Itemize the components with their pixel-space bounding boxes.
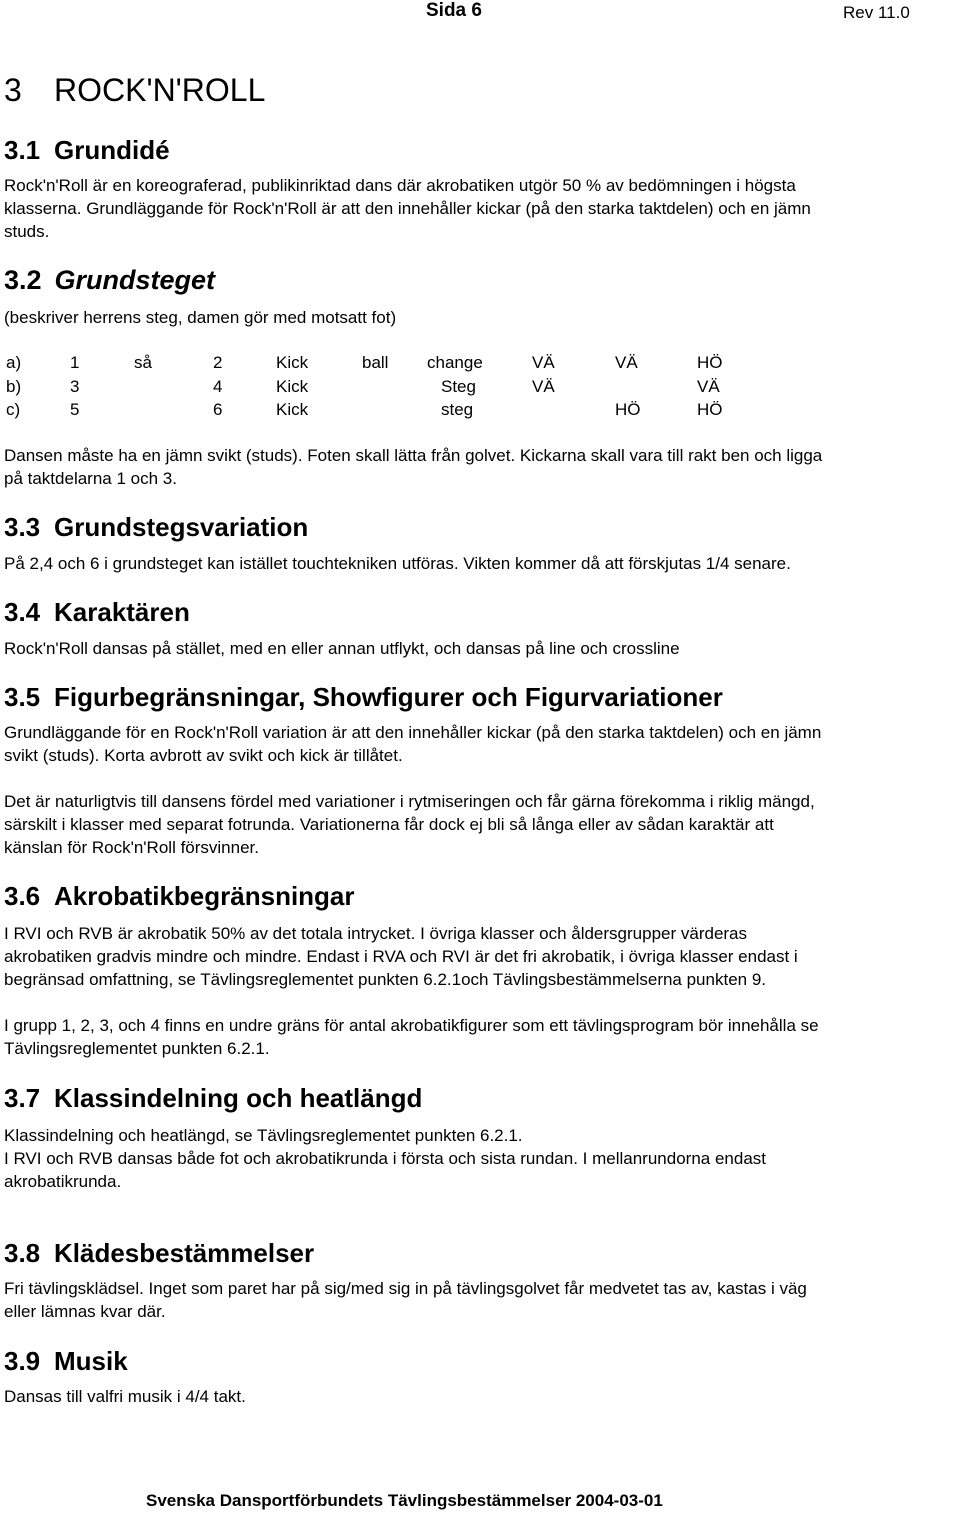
section-title: Figurbegränsningar, Showfigurer och Figurvariationer bbox=[54, 682, 723, 712]
paragraph-line: I grupp 1, 2, 3, och 4 finns en undre gräns för antal akrobatikfigurer som ett tävlingsprogram bör innehålla se bbox=[4, 1016, 819, 1035]
paragraph-line: På 2,4 och 6 i grundsteget kan istället touchtekniken utföras. Vikten kommer då att förskjutas 1/4 senare. bbox=[4, 554, 791, 573]
section-intro: (beskriver herrens steg, damen gör med motsatt fot) bbox=[4, 308, 397, 327]
chapter-title: ROCK'N'ROLL bbox=[54, 72, 266, 108]
page-number: Sida 6 bbox=[426, 0, 482, 21]
paragraph-line: svikt (studs). Korta avbrott av svikt och kick är tillåtet. bbox=[4, 746, 403, 765]
paragraph-line: akrobatikrunda. bbox=[4, 1172, 122, 1191]
paragraph-line: på taktdelarna 1 och 3. bbox=[4, 469, 177, 488]
section-3-1-heading: 3.1 Grundidé bbox=[4, 135, 170, 165]
section-3-7-heading: 3.7 Klassindelning och heatlängd bbox=[4, 1083, 423, 1113]
paragraph-line: Dansen måste ha en jämn svikt (studs). Foten skall lätta från golvet. Kickarna skall vara till rakt ben och ligga bbox=[4, 446, 823, 465]
chapter-number: 3 bbox=[4, 72, 22, 108]
paragraph-line: begränsad omfattning, se Tävlingsreglementet punkten 6.2.1och Tävlingsbestämmelserna punkten 9. bbox=[4, 970, 767, 989]
paragraph-line: I RVI och RVB dansas både fot och akrobatikrunda i första och sista rundan. I mellanrundorna endast bbox=[4, 1149, 766, 1168]
section-title: Klassindelning och heatlängd bbox=[54, 1083, 423, 1113]
paragraph-line: Rock'n'Roll är en koreograferad, publikinriktad dans där akrobatiken utgör 50 % av bedömningen i högsta bbox=[4, 176, 796, 195]
document-page: Sida 6 Rev 11.0 3 ROCK'N'ROLL 3.1 Grundidé Rock'n'Roll är en koreograferad, publikinriktad dans där akrobatiken utgör 50 % av bedömningen i högsta klasserna. Grundläggande för Rock'n'Roll är att den innehåller kickar (på den starka taktdelen) och en jämn studs. 3.2 Grundsteget (beskriver herrens steg, damen gör med motsatt fot) a) 1 så 2 Kick ball change VÄ VÄ HÖ b) 3 4 Kick Steg VÄ VÄ c) 5 6 Kick steg HÖ HÖ Dansen måste ha en jämn svikt (studs). Foten skall lätta från golvet. Kickarna skall vara till rakt ben och ligga på taktdelarna 1 och 3. 3.3 Grundstegsvariation På 2,4 och 6 i grundsteget kan istället touchtekniken utföras. Vikten kommer då att förskjutas 1/4 senare. 3.4 Karaktären Rock'n'Roll dansas på stället, med en eller annan utflykt, och dansas på line och crossline 3.5 Figurbegränsningar, Showfigurer och Figurvariationer Grundläggande för en Rock'n'Roll variation är att den innehåller kickar (på den starka taktdelen) och en jämn svikt (studs). Korta avbrott av svikt och kick är tillåtet. Det är naturligtvis till dansens fördel med variationer i rytmiseringen och får gärna förekomma i riklig mängd, särskilt i klasser med separat fotrunda. Variationerna får dock ej bli så långa eller av sådan karaktär att känslan för Rock'n'Roll försvinner. 3.6 Akrobatikbegränsningar I RVI och RVB är akrobatik 50% av det totala intrycket. I övriga klasser och åldersgrupper värderas akrobatiken gradvis mindre och mindre. Endast i RVA och RVI är det fri akrobatik, i övriga klasser endast i begränsad omfattning, se Tävlingsreglementet punkten 6.2.1och Tävlingsbestämmelserna punkten 9. I grupp 1, 2, 3, och 4 finns en undre gräns för antal akrobatikfigurer som ett tävlingsprogram bör innehålla se Tävlingsreglementet punkten 6.2.1. 3.7 Klassindelning och heatlängd Klassindelning och heatlängd, se Tävlingsreglementet punkten 6.2.1. I RVI och RVB dansas både fot och akrobatikrunda i första och sista rundan. I mellanrundorna endast akrobatikrunda. 3.8 Klädesbestämmelser Fri tävlingsklädsel. Inget som paret har på sig/med sig in på tävlingsgolvet får medvetet tas av, kastas i väg eller lämnas kvar där. 3.9 Musik Dansas till valfri musik i 4/4 takt. Svenska Dansportförbundets Tävlingsbestämmelser 2004-03-01 bbox=[4, 0, 910, 1510]
section-3-8-heading: 3.8 Klädesbestämmelser bbox=[4, 1238, 315, 1268]
section-3-9-heading: 3.9 Musik bbox=[4, 1346, 128, 1376]
paragraph-line: Rock'n'Roll dansas på stället, med en eller annan utflykt, och dansas på line och crossline bbox=[4, 639, 680, 658]
paragraph-line: Dansas till valfri musik i 4/4 takt. bbox=[4, 1387, 246, 1406]
paragraph-line: akrobatiken gradvis mindre och mindre. Endast i RVA och RVI är det fri akrobatik, i övriga klasser endast i bbox=[4, 947, 798, 966]
paragraph-line: klasserna. Grundläggande för Rock'n'Roll är att den innehåller kickar (på den starka taktdelen) och en jämn bbox=[4, 199, 811, 218]
section-title: Akrobatikbegränsningar bbox=[54, 881, 355, 911]
revision-label: Rev 11.0 bbox=[843, 3, 910, 22]
section-title: Musik bbox=[54, 1346, 128, 1376]
paragraph-line: studs. bbox=[4, 222, 50, 241]
paragraph-line: Tävlingsreglementet punkten 6.2.1. bbox=[4, 1039, 270, 1058]
chapter-heading bbox=[4, 70, 265, 110]
section-title: Klädesbestämmelser bbox=[54, 1238, 315, 1268]
section-3-5-heading: 3.5 Figurbegränsningar, Showfigurer och Figurvariationer bbox=[4, 682, 723, 712]
page-footer: Svenska Dansportförbundets Tävlingsbestämmelser 2004-03-01 bbox=[146, 1491, 663, 1510]
section-title: Karaktären bbox=[54, 597, 190, 627]
paragraph-line: Grundläggande för en Rock'n'Roll variation är att den innehåller kickar (på den starka taktdelen) och en jämn bbox=[4, 723, 822, 742]
paragraph-line: särskilt i klasser med separat fotrunda. Variationerna får dock ej bli så långa eller av sådan karaktär att bbox=[4, 815, 774, 834]
section-3-2-heading: 3.2 Grundsteget bbox=[4, 265, 216, 295]
paragraph-line: Fri tävlingsklädsel. Inget som paret har på sig/med sig in på tävlingsgolvet får medvetet tas av, kastas i väg bbox=[4, 1279, 807, 1298]
section-3-3-heading: 3.3 Grundstegsvariation bbox=[4, 512, 309, 542]
paragraph-line: Det är naturligtvis till dansens fördel med variationer i rytmiseringen och får gärna förekomma i riklig mängd, bbox=[4, 792, 815, 811]
paragraph-line: Klassindelning och heatlängd, se Tävlingsreglementet punkten 6.2.1. bbox=[4, 1126, 523, 1145]
section-3-4-heading: 3.4 Karaktären bbox=[4, 597, 190, 627]
section-3-6-heading: 3.6 Akrobatikbegränsningar bbox=[4, 881, 355, 911]
section-title: Grundidé bbox=[54, 135, 170, 165]
section-title: Grundstegsvariation bbox=[54, 512, 309, 542]
paragraph-line: känslan för Rock'n'Roll försvinner. bbox=[4, 838, 259, 857]
paragraph-line: I RVI och RVB är akrobatik 50% av det totala intrycket. I övriga klasser och åldersgrupper värderas bbox=[4, 924, 748, 943]
paragraph-line: eller lämnas kvar där. bbox=[4, 1302, 166, 1321]
section-title: Grundsteget bbox=[54, 265, 216, 295]
